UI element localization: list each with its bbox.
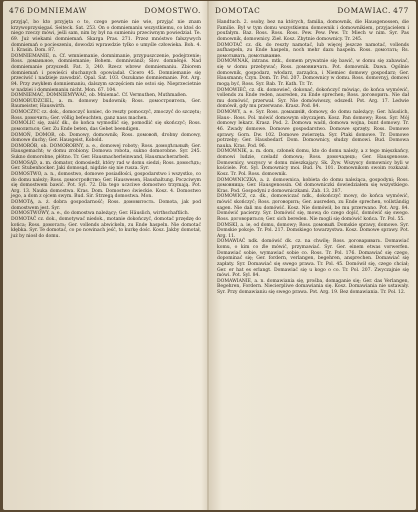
right-page-header <box>215 4 409 20</box>
dictionary-entry: DOMOWICZ, cz. dk., domowiczać ndk., dokończyć mowy, do końca wymówić, mówić skończyć; Ross. договорить; Ger. ausreden, zu Ende sprechen, vollständig sagen. Nie dali mu domówić. Kosz. Nie domówił, bo mu przerwano. Pot. Arg. 84. Domówić pacierzy. Syr. Domówić się, mową do czego dojść, domówić się swego. Ross. договориться; Ger. sich bereden. Nie mogli się domówić końca. Tr. Pol. 55. <box>217 194 409 222</box>
right-page-text <box>217 20 409 296</box>
dictionary-entry: DOMOBUDZCIEL, a. m. domowy budownik; Ross. домостроитель, Ger. Baumeister, Hauswirth. <box>11 98 201 110</box>
left-page <box>5 1 205 510</box>
dictionary-entry: DOMOSĄD, a. m. domator, domosiedź, który rad w domu siedzi; Ross. домосѣдъ; Ger. Stubenhocker. Jaki domosąd, nigdzie się nie rusza. Syr. <box>11 160 201 172</box>
dictionary-entry: przyjąć, bo kto przyjęta o to, czego pewnie nie wie, przyjąć nie znam krzywoprzysięgaś. Seiteck. Sat. 253. On o domniemaniu wszystkiemu, co ktoś do niego rzeczy mówi, jeśli sam, nim by był na sumieniu przeciwnym powiedział. Te. 69. Już wiekami domniemań. Skarga Pras. 271. Przez mnóstwo fałszywych domniemań o pocieszeniu, dowodzi wprawdzie tylko o umyśle człowieka. Boh. 4. 1. Krasin. Dom. 87. <box>11 20 201 54</box>
dictionary-entry: DOMSKI, a. ie, od domu, domowy; Ross. домовый. Domskie sprawy, domowe. Syr. Domskie pokoje. Tr. Pol. 217. Domskiego towarzystwa. Kosz. Domowe sprawy. Pot. Arg. 11. <box>217 222 409 239</box>
dictionary-entry: DOMOTĄ, a. ż. dobra gospodarność; Ross. домовитость. Domota, jak pod domostwem jest. Syr. <box>11 200 201 211</box>
dictionary-entry: DOMOCZYC cz. dok., domoczyć koniec, do reszty pomoczyć, zmoczyć do szczętu; Ross. домочить; Ger. völlig befeuchten, ganz nass machen. <box>11 110 201 121</box>
dictionary-entry: Handtuch. 2. osoby, bez na których, familia, domownik, die Hausgenossen, die Familie. Był w tym domu wszystkiemu domownik i domownikiem, przyjacielem i poufałym. Baz. Ross. Ross. Ross. Pew. Pew. Pew. Tr. Miech w nim. Syr. Pas domownik, domownicy. Zieł. Kosz. Zbytnie domownicy. Tr. 245. <box>217 20 409 42</box>
left-page-header <box>9 4 201 20</box>
dictionary-entry: DOMOŃ, DOMOR, ob. Domowy, domownik; Ross. домовой, drobny domowy, domowe duchy; Ger. Hausgeist, Kobold. <box>11 132 201 144</box>
left-page-text <box>11 20 201 239</box>
right-page-number: 477 <box>393 6 409 15</box>
dictionary-entry: DOMOSTWOWY, a. e., do domostwa należący; Ger. Häuslich, wirthschaftlich. <box>11 211 190 217</box>
book-gutter <box>207 1 209 510</box>
dictionary-entry: DOMOWNIK, a. m. dom, członek domu, kto do domu należy, a z tego mięszkańcy, domowi ludzie, czeladź domowa; Ross. домочадецъ; Ger. Hausgenosse. Domownicy, wszyscy w domu mieszkający. Sk. Żyw. Wszyscy domownicy byli w kościele. Pot. Syl. Domownicy moi. Bud. Ps. 101. Domownikom swoim rozkazał. Kosz. Tr. Pol. Ross. domownik. <box>217 149 409 177</box>
dictionary-entry: DOMAWIAĆ ndk. domówić dk. cz. na chwilę; Ross. договаривать. Domawiać komu, o kim co źle mówić, przymawiać. Syr. Ger. einem etwas vorwerfen. Domawiać sobie, wymawiać sobie co. Ross. Tr. Pol. 176. Domawiać się czego, dopominać się; Ger. fordern, verlangen, begehren, ansprechen. Domawiać się zapłaty. Syr. Domawiać się swego prawa. Tr. Pol. 45. Domówił się, czego chciał; Ger. er hat es erlangt. Domawiać się u kogo o co. Tr. Pol. 207. Zwyczajnie się mówi. Pot. Syl. 84. <box>217 239 409 279</box>
right-running-head-right: DOMAWIAC. <box>337 6 391 15</box>
dictionary-entry: DOMOWIEĆ, cz. dk. domowieć, dokonać, dokończyć mówiąc, do końca wymówić, vollends zu Ende reden, ausreden, zu Ende sprechen; Ross. договорить. Nie dał mu domówić, przerwał. Syr. Nie domówiwszy, odszedł. Pot. Arg. 17. Ledwie domówił, gdy mu przerwano. Krasz. Pod. 84. <box>217 87 409 110</box>
dictionary-entry: DOMOWNAK, intrans. mtk., domem prywatnie się bawić, w domu się zabawiać, się w domu przebywać; Ross. домовничать. Pot. domownik. Dawa. Ogólnie domownik, gospodarz, włodarz, zarządca, i Niemiec domowy gospodarz; Ger. Hausmann; Czyn. Dom. Tr. Pol. 207. Domownicy w domu. Ross. domovnyj, domowi mogą być, Ross. Syr. Bab. Tr. Kath. Tr. Tr. <box>217 59 409 87</box>
dictionary-entry: DOMNIEMAĆ, DOMNIEMYWAĆ, ob. Mniemać. Cf. Vermuthen, Muthmaßen. <box>11 93 188 99</box>
left-running-head-left: DOMNIEMAW <box>27 6 87 15</box>
dictionary-entry: DOMOWY, a. e. Syr. Ross. домашній, domowy, do domu należący; Ger. häuslich, Haus-. Ross. Pol. mówić domowym obyczajem. Kosz. Pan domowy; Ross. Syr. Mój domowy lekarz. Krasz. Pod. 2. Domowa waśń, domowa wojna, bunt domowy. Tr. 46. Zwady domowe. Domowe gospodarstwo. Domowe sprzęty. Ross. Domowe sprawy. Gorn. Dw. 102. Domowe zwierzęta. Syr. Ptaki domowe. Tr. Domowe potrzeby; Ger. Hausbedarf. Dom. Domownicy, słudzy domowi. Bud. Domowa nauka. Kras. Pod. 96. <box>217 110 409 149</box>
dictionary-entry: DOMNIEMANIE, n. Cf. wmniemanie, domnimanie, przypuszczenie, podejrzenie; Ross. доманьное, domniemanie; Bohem. domniwániž; Slov. domněnjé. Nad domniemanie przyszedł. Fat. 3, 240. Rzecz wbrew domniemaniu. Zbiorem domniemań i powieści słuchanych opowiadał. Cicero 45. Domniemanie się przeciwić i nadzieje zawodzić. Opal. Sat. 103. Oszukane domniemanie. Pot. Arg. 84. Przy zwykłem domniemaniu, dalszym szczęściem nie ostoi się. Nieprzecietnie w nadziei i domniemaniu nicht. Mon. 67. 104. <box>11 53 201 93</box>
left-page-number: 476 <box>9 6 25 15</box>
dictionary-entry: DOMAWIANIE, a. n. domawiania się, prośba, domaganie się; Ger. das Verlangen, Begehren, Fordern. Niecierpliwe domawiania się. Kosz. Domawiania nie ustawały. Syr. Przy domawianiu się swego prawa. Pot. Arg. 19. Bez domawiania. Tr. Pol. 12. <box>217 278 409 295</box>
book-spread <box>3 1 416 510</box>
dictionary-entry: DOMOSTWO, a. n., domostwo, domowe posiadłości, gospodarstwo i wszystko, co do domu należy; Ross. домостройство; Ger. Hauswesen, Haushaltung. Poczciwym się domostwem bawić. Pot. Syl. 72. Dla tego uczciwe domostwo trzymają. Pot. Arg. 13. Nauka domostwa. Kras. Dom. Domostwo świeckie. Kosz. 4. Domostwo jego, a dom z ojcem swym. Bud. Sir. Strzegą domostwa. Mon. <box>11 171 201 200</box>
dictionary-entry: DOMOTAĆ cz. dk. do reszty namotać, lub więcej jeszcze namotać, vollends aufhaspeln, zu Ende haspeln, noch mehr dazu haspeln. Ross. домотать; Rs. домотывать, домотывание. <box>217 42 409 59</box>
left-running-head-right: DOMOSTWO. <box>144 6 201 15</box>
dictionary-entry: DOMOLIC się, zaiść dk., do końca wymodlić się, pomodlić się skończyć; Ross. домолиться; Ger. Zu Ende beten, das Gebet beendigen. <box>11 121 201 132</box>
dictionary-entry: DOMOTAĆ cz. dok., domotywać niedok., motanie dokończyć, domotać przędzę do końca; Ross. домотать; Ger. vollends abwickeln, zu Ende haspeln. Nie domotać kłębka. Syr. Te domotać, co po nowinach jeść, to kurkę dośc. Kosz. Jakby domotał, już by niosł do domu. <box>11 216 201 239</box>
right-page <box>211 1 413 510</box>
right-running-head-left: DOMOTAC <box>215 6 261 15</box>
dictionary-entry: DOMORÓB, ob. DOMOROBNY, a. e., domowej roboty; Ross. домодѣльный; Ger. Hausgemacht; w domu zrobiony. Domowa robota, sukno domorobne. Syr. 245. Sukno domorobne, płótno. Tr. Ger. Hausmacherleinwand, Hausmacherarbeit. <box>11 143 201 160</box>
dictionary-entry: DOMOWNICZKA, a. ż. domownica, kobieta do domu należąca, gospodyni; Ross. домовница; Ger. Hausgenossin. Od domowniczki dowiedziałem się wszystkiego. Kras. Pod. Gospodyni z domowniczkami. Zab. 13. 287. <box>217 177 409 194</box>
